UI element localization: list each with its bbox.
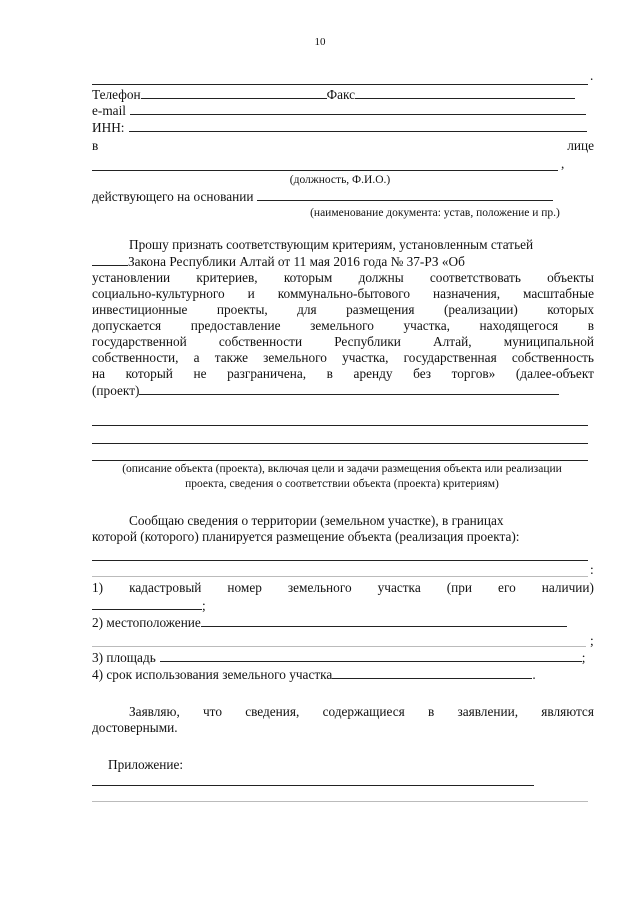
project-note-line1: (описание объекта (проекта), включая цели и задачи размещения объекта или реализации bbox=[122, 463, 562, 475]
word: государственной bbox=[92, 334, 187, 349]
request-line bbox=[92, 286, 594, 302]
word: в bbox=[427, 704, 435, 719]
word: земельного bbox=[310, 318, 374, 333]
inn-field[interactable] bbox=[129, 119, 587, 132]
basis-row bbox=[92, 188, 594, 205]
request-line bbox=[92, 350, 594, 366]
request-line: Закона Республики Алтай от 11 мая 2016 года № 37-РЗ «Об bbox=[92, 253, 594, 270]
territory-line: которой (которого) планируется размещение объекта (реализация проекта): bbox=[92, 529, 520, 544]
word: размещения bbox=[346, 302, 415, 317]
request-line: Прошу признать соответствующим критериям, установленным статьей bbox=[129, 237, 534, 252]
email-field[interactable] bbox=[130, 102, 586, 115]
territory-paragraph bbox=[92, 513, 594, 545]
in-label: в bbox=[92, 138, 99, 153]
word: собственности, bbox=[92, 350, 179, 365]
inn-label: ИНН: bbox=[92, 120, 125, 135]
person-label: лице bbox=[567, 138, 594, 153]
word: собственность bbox=[511, 350, 594, 365]
word: являются bbox=[541, 704, 594, 719]
project-field[interactable] bbox=[139, 382, 559, 395]
term-row: 4) срок использования земельного участка . bbox=[92, 667, 536, 682]
fax-label: Факс bbox=[326, 87, 356, 102]
word: Алтай, bbox=[433, 334, 472, 349]
word: назначения, bbox=[433, 286, 501, 301]
project-note-line2: проекта, сведения о соответствии объекта (проекта) критериям) bbox=[185, 478, 499, 490]
phone-field[interactable] bbox=[141, 86, 327, 99]
attachment-line[interactable] bbox=[92, 801, 588, 802]
word: должны bbox=[358, 270, 404, 285]
organization-row bbox=[92, 138, 594, 154]
request-line bbox=[92, 318, 594, 334]
fax-field[interactable] bbox=[355, 86, 575, 99]
word: заявлении, bbox=[457, 704, 519, 719]
word: находящегося bbox=[479, 318, 559, 333]
email-label: e-mail bbox=[92, 103, 126, 118]
location-row: 2) местоположение bbox=[92, 614, 594, 631]
area-field[interactable] bbox=[160, 649, 582, 662]
article-number-field[interactable] bbox=[92, 253, 128, 266]
word: не bbox=[193, 366, 207, 381]
position-name-line[interactable] bbox=[92, 170, 558, 171]
territory-line: Сообщаю сведения о территории (земельном участке), в границах bbox=[129, 513, 504, 528]
word: установлении bbox=[92, 270, 171, 285]
term-field[interactable] bbox=[332, 666, 532, 679]
word: которым bbox=[283, 270, 333, 285]
area-row: 3) площадь ; bbox=[92, 650, 586, 665]
request-line bbox=[92, 366, 594, 382]
word: а bbox=[193, 350, 200, 365]
word: государственная bbox=[403, 350, 497, 365]
page-number: 10 bbox=[314, 36, 326, 48]
semicolon: ; bbox=[590, 633, 594, 648]
territory-line-blank[interactable] bbox=[92, 560, 588, 561]
end-dot: . bbox=[590, 68, 594, 83]
attachment-line[interactable] bbox=[92, 785, 534, 786]
word: также bbox=[214, 350, 248, 365]
cadastral-row: 1) кадастровый номер земельного участка (при его наличии) bbox=[92, 580, 594, 595]
word: без bbox=[413, 366, 432, 381]
declaration-paragraph bbox=[92, 704, 594, 736]
word: коммунально-бытового bbox=[277, 286, 411, 301]
project-description-line[interactable] bbox=[92, 425, 588, 426]
inn-row bbox=[92, 119, 594, 136]
address-line[interactable] bbox=[92, 84, 588, 85]
word: для bbox=[297, 302, 317, 317]
word: разграничена, bbox=[227, 366, 307, 381]
phone-fax-row bbox=[92, 86, 594, 103]
cadastral-value-row: ; bbox=[92, 597, 594, 614]
basis-field[interactable] bbox=[257, 188, 553, 201]
word: содержащиеся bbox=[322, 704, 405, 719]
position-note: (должность, Ф.И.О.) bbox=[289, 174, 391, 186]
word: объекты bbox=[547, 270, 594, 285]
request-paragraph bbox=[92, 237, 594, 399]
word: который bbox=[125, 366, 173, 381]
word: (реализации) bbox=[443, 302, 518, 317]
word: социально-культурного bbox=[92, 286, 225, 301]
acting-label: действующего на основании bbox=[92, 189, 254, 204]
declaration-line: достоверными. bbox=[92, 720, 178, 735]
email-row bbox=[92, 102, 594, 119]
word: участка, bbox=[403, 318, 450, 333]
word: в bbox=[587, 318, 594, 333]
cadastral-number-field[interactable] bbox=[92, 597, 202, 610]
attachment-label: Приложение: bbox=[108, 757, 184, 772]
request-line: (проект) bbox=[92, 382, 594, 399]
word: сведения, bbox=[245, 704, 300, 719]
word: земельного bbox=[263, 350, 327, 365]
project-description-line[interactable] bbox=[92, 460, 588, 461]
word: Заявляю, bbox=[129, 704, 180, 719]
word: аренду bbox=[353, 366, 393, 381]
word: собственности bbox=[218, 334, 303, 349]
location-line-blank[interactable] bbox=[92, 646, 586, 647]
word: в bbox=[326, 366, 333, 381]
word: масштабные bbox=[523, 286, 594, 301]
request-line bbox=[92, 270, 594, 286]
location-field[interactable] bbox=[201, 614, 567, 627]
word: критериев, bbox=[196, 270, 258, 285]
word: Республики bbox=[334, 334, 401, 349]
word: (далее-объект bbox=[515, 366, 594, 381]
word: торгов» bbox=[451, 366, 496, 381]
word: что bbox=[203, 704, 222, 719]
word: инвестиционные bbox=[92, 302, 188, 317]
word: муниципальной bbox=[503, 334, 594, 349]
declaration-line bbox=[92, 704, 594, 720]
word: допускается bbox=[92, 318, 162, 333]
word: предоставление bbox=[190, 318, 281, 333]
request-line bbox=[92, 302, 594, 318]
request-line bbox=[92, 334, 594, 350]
phone-label: Телефон bbox=[92, 87, 141, 102]
colon: : bbox=[590, 562, 594, 577]
document-note: (наименование документа: устав, положение и пр.) bbox=[310, 207, 560, 219]
project-description-line[interactable] bbox=[92, 443, 588, 444]
comma: , bbox=[561, 156, 565, 171]
word: которых bbox=[547, 302, 594, 317]
word: и bbox=[247, 286, 255, 301]
word: соответствовать bbox=[429, 270, 521, 285]
territory-line-blank[interactable] bbox=[92, 576, 588, 577]
word: участка, bbox=[342, 350, 389, 365]
word: проекты, bbox=[216, 302, 268, 317]
word: на bbox=[92, 366, 106, 381]
